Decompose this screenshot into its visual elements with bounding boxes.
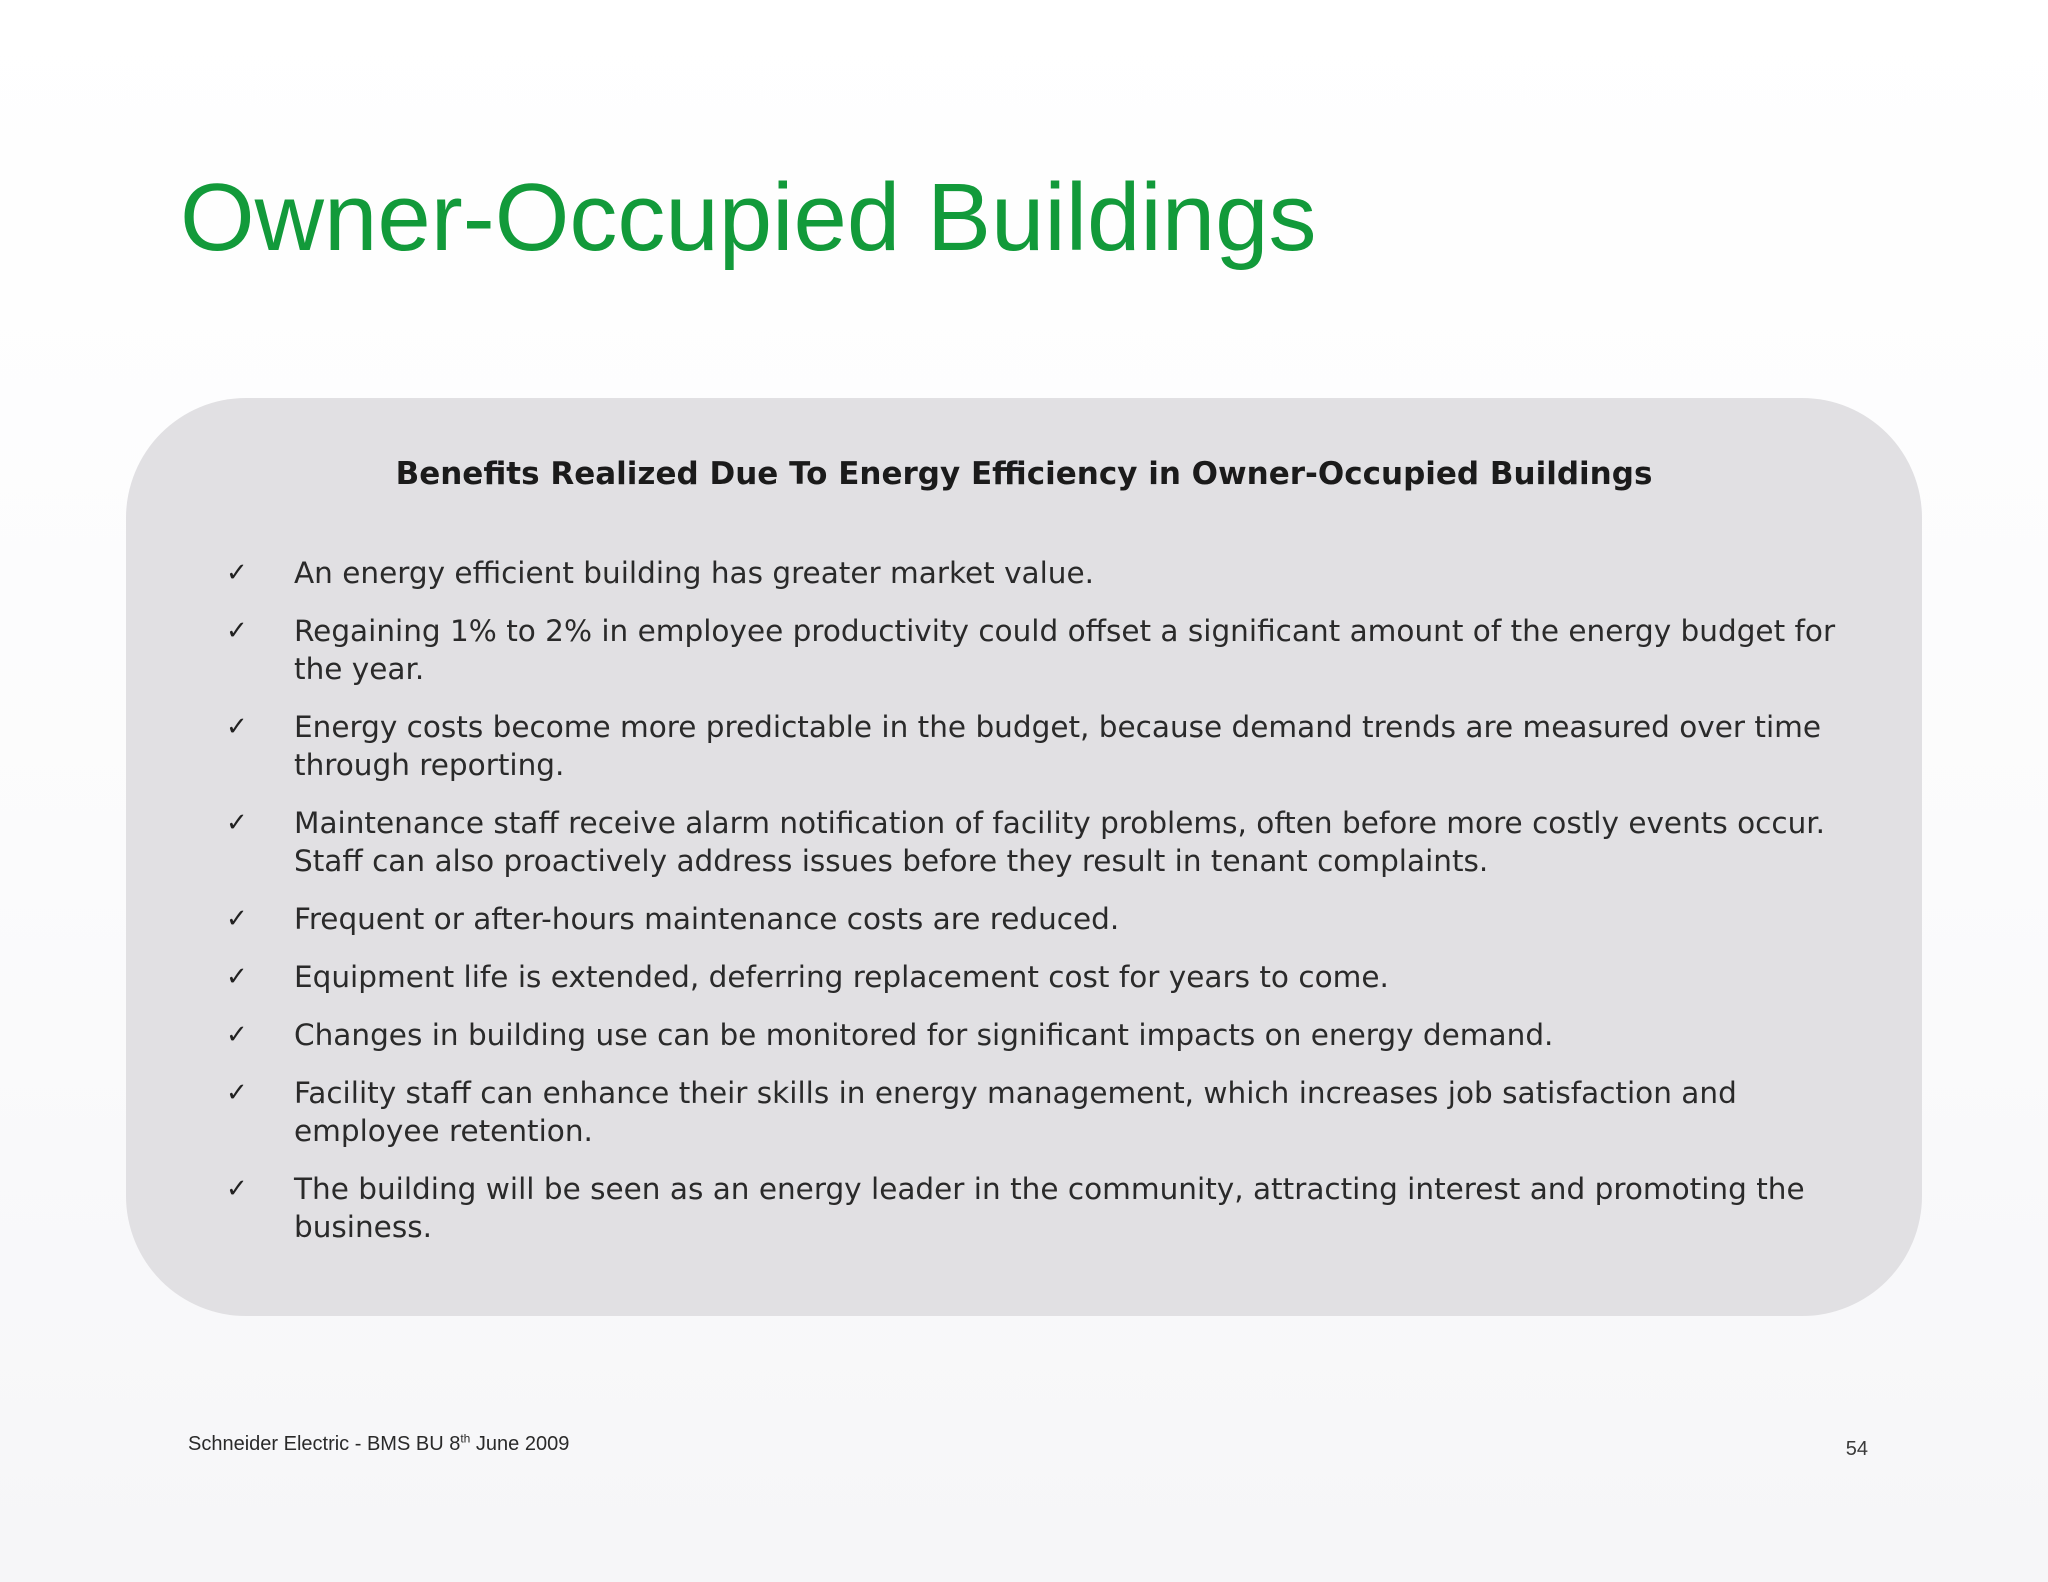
benefit-item <box>226 554 1866 592</box>
checkmark-icon: ✓ <box>226 962 248 992</box>
page-number: 54 <box>1845 1438 1868 1460</box>
benefit-item <box>226 1074 1866 1150</box>
checkmark-icon: ✓ <box>226 712 248 742</box>
benefits-panel <box>126 398 1922 1316</box>
benefit-item <box>226 708 1866 784</box>
benefit-text: An energy efficient building has greater market value. <box>294 556 1095 590</box>
benefits-list <box>226 554 1866 1266</box>
benefit-text: Facility staff can enhance their skills in energy management, which increases job satisfaction and employee retention. <box>294 1076 1737 1148</box>
checkmark-icon: ✓ <box>226 1078 248 1108</box>
checkmark-icon: ✓ <box>226 558 248 588</box>
benefit-text: Frequent or after-hours maintenance costs are reduced. <box>294 902 1120 936</box>
footer-source <box>188 1433 569 1456</box>
benefit-text: Energy costs become more predictable in the budget, because demand trends are measured over time through reporting. <box>294 710 1822 782</box>
checkmark-icon: ✓ <box>226 616 248 646</box>
panel-heading: Benefits Realized Due To Energy Efficiency in Owner-Occupied Buildings <box>395 456 1653 492</box>
benefit-text: Changes in building use can be monitored for significant impacts on energy demand. <box>294 1018 1554 1052</box>
checkmark-icon: ✓ <box>226 904 248 934</box>
benefit-text: Equipment life is extended, deferring replacement cost for years to come. <box>294 960 1389 994</box>
benefit-text: Maintenance staff receive alarm notification of facility problems, often before more costly events occur. Staff can also proactively address issues before they result in tenant complaints. <box>294 806 1826 878</box>
slide-title: Owner-Occupied Buildings <box>180 164 1317 271</box>
benefit-item <box>226 804 1866 880</box>
benefit-item <box>226 958 1866 996</box>
footer-source-date: June 2009 <box>470 1433 570 1455</box>
benefit-item <box>226 612 1866 688</box>
checkmark-icon: ✓ <box>226 1174 248 1204</box>
footer-source-prefix: Schneider Electric - BMS BU 8 <box>188 1433 461 1455</box>
checkmark-icon: ✓ <box>226 808 248 838</box>
benefit-item <box>226 1016 1866 1054</box>
benefit-item <box>226 1170 1866 1246</box>
benefit-text: Regaining 1% to 2% in employee productivity could offset a significant amount of the energy budget for the year. <box>294 614 1836 686</box>
benefit-text: The building will be seen as an energy leader in the community, attracting interest and promoting the business. <box>294 1172 1805 1244</box>
benefit-item <box>226 900 1866 938</box>
footer-source-superscript: th <box>460 1431 471 1446</box>
checkmark-icon: ✓ <box>226 1020 248 1050</box>
